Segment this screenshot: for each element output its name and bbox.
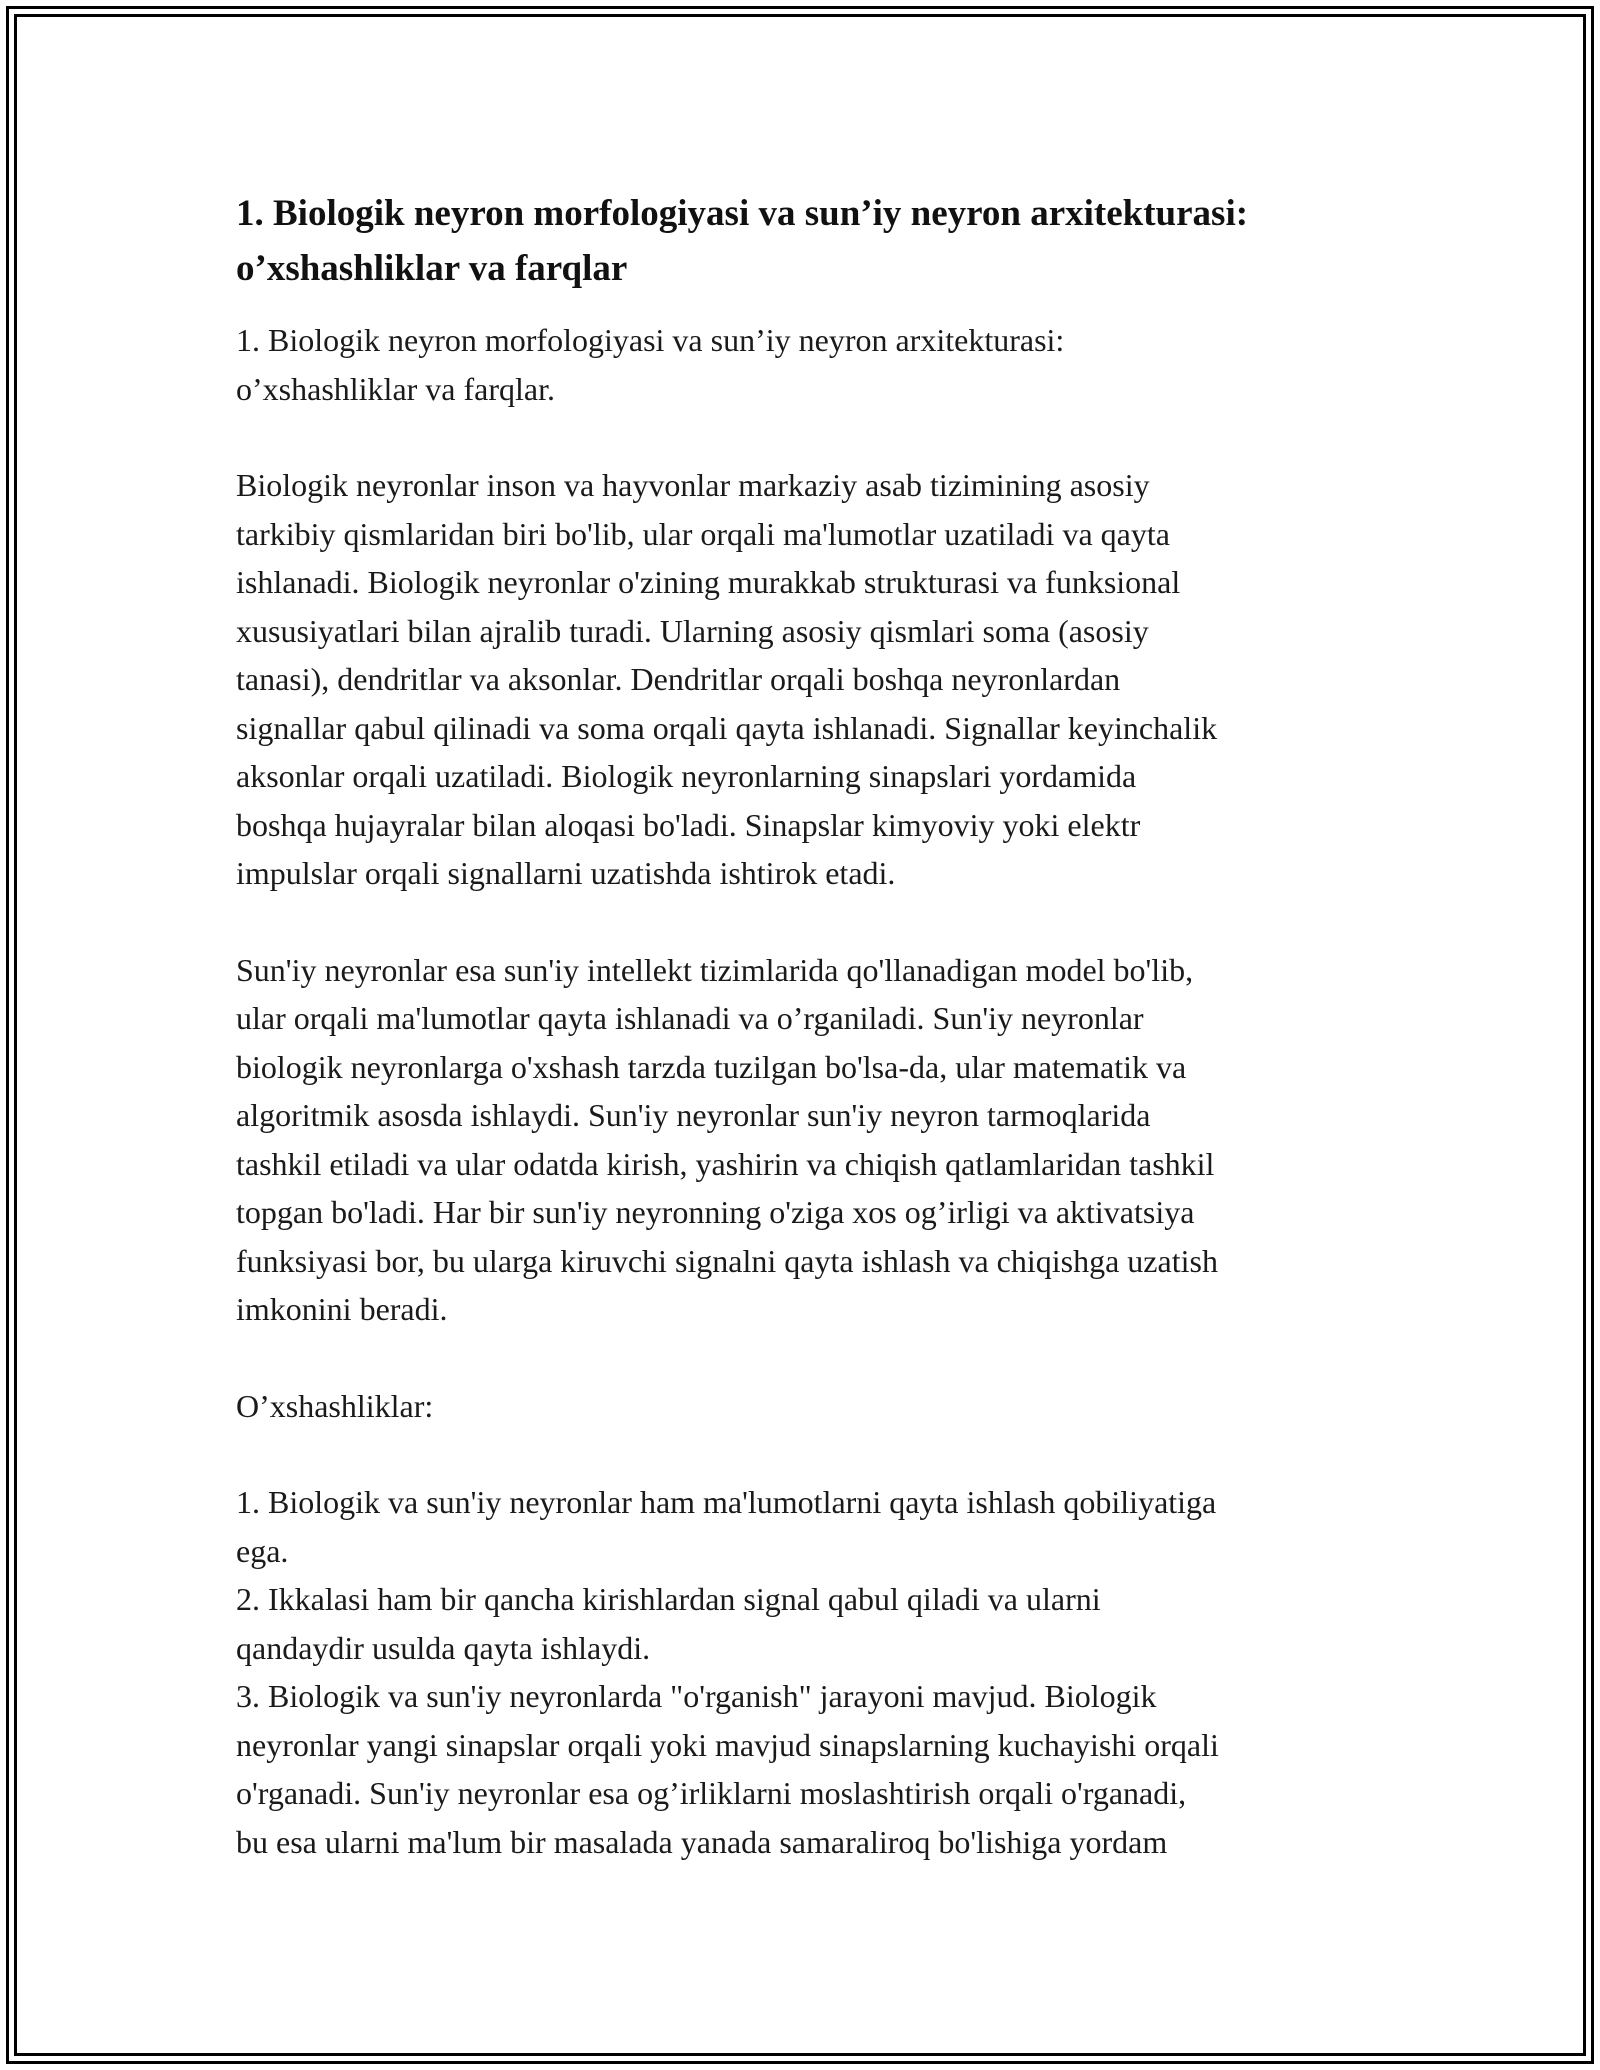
- document-title: 1. Biologik neyron morfologiyasi va sun’iy neyron arxitekturasi: o’xshashliklar va farqlar: [236, 193, 1249, 289]
- intro-paragraph: 1. Biologik neyron morfologiyasi va sun’iy neyron arxitekturasi: o’xshashliklar va farqlar.: [236, 322, 1065, 407]
- similarities-list: 1. Biologik va sun'iy neyronlar ham ma'lumotlarni qayta ishlash qobiliyatiga ega. 2. Ikkalasi ham bir qancha kirishlardan signal qabul qiladi va ularni qandaydir usulda qayta ishlaydi. 3. Biologik va sun'iy neyronlarda "o'rganish" jarayoni mavjud. Biologik neyronlar yangi sinapslar orqali yoki mavjud sinapslarning kuchayishi orqali o'rganadi. Sun'iy neyronlar esa og’irliklarni moslashtirish orqali o'rganadi, bu esa ularni ma'lum bir masalada yanada samaraliroq bo'lishiga yordam: [236, 1484, 1219, 1860]
- biological-neurons-paragraph: Biologik neyronlar inson va hayvonlar markaziy asab tizimining asosiy tarkibiy qismlaridan biri bo'lib, ular orqali ma'lumotlar uzatiladi va qayta ishlanadi. Biologik neyronlar o'zining murakkab strukturasi va funksional xususiyatlari bilan ajralib turadi. Ularning asosiy qismlari soma (asosiy tanasi), dendritlar va aksonlar. Dendritlar orqali boshqa neyronlardan signallar qabul qilinadi va soma orqali qayta ishlanadi. Signallar keyinchalik aksonlar orqali uzatiladi. Biologik neyronlarning sinapslari yordamida boshqa hujayralar bilan aloqasi bo'ladi. Sinapslar kimyoviy yoki elektr impulslar orqali signallarni uzatishda ishtirok etadi.: [236, 467, 1218, 891]
- document-page: [236, 186, 1376, 1866]
- artificial-neurons-paragraph: Sun'iy neyronlar esa sun'iy intellekt tizimlarida qo'llanadigan model bo'lib, ular orqali ma'lumotlar qayta ishlanadi va o’rganiladi. Sun'iy neyronlar biologik neyronlarga o'xshash tarzda tuzilgan bo'lsa-da, ular matematik va algoritmik asosda ishlaydi. Sun'iy neyronlar sun'iy neyron tarmoqlarida tashkil etiladi va ular odatda kirish, yashirin va chiqish qatlamlaridan tashkil topgan bo'ladi. Har bir sun'iy neyronning o'ziga xos og’irligi va aktivatsiya funksiyasi bor, bu ularga kiruvchi signalni qayta ishlash va chiqishga uzatish imkonini beradi.: [236, 951, 1218, 1327]
- similarities-heading: O’xshashliklar:: [236, 1387, 434, 1424]
